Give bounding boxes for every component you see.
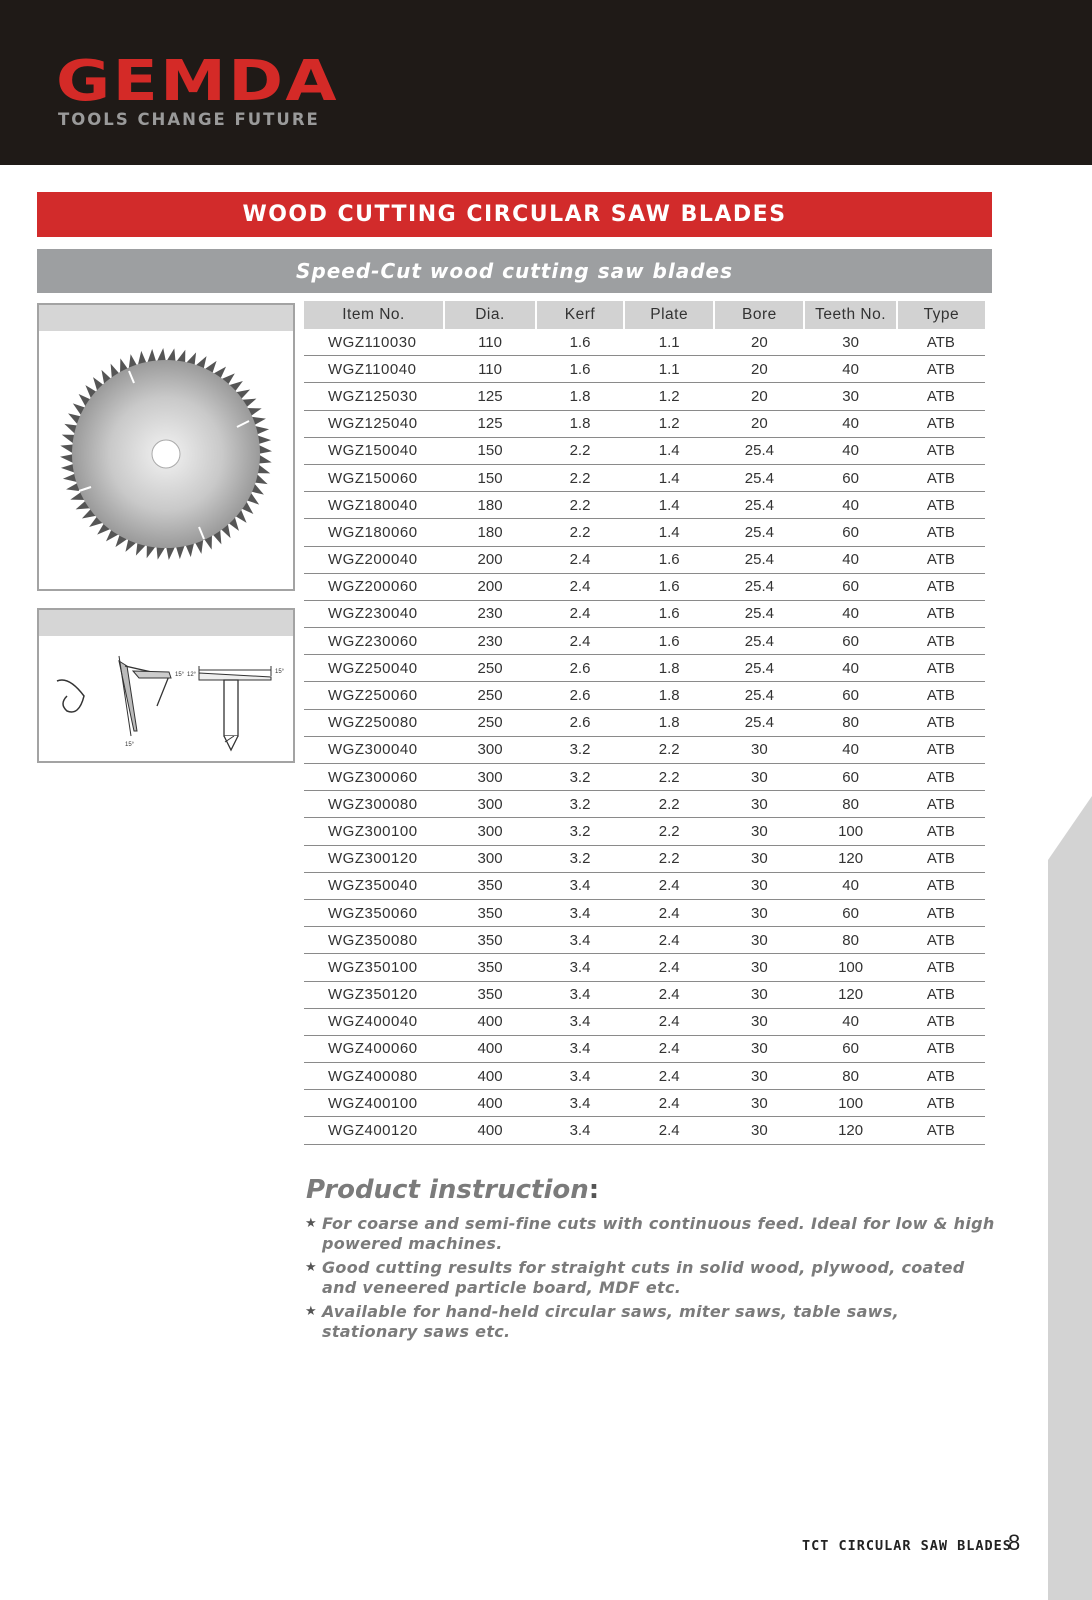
table-row bbox=[304, 1035, 985, 1062]
table-cell: 120 bbox=[804, 845, 896, 872]
table-cell: 300 bbox=[444, 764, 536, 791]
table-cell: 2.2 bbox=[624, 736, 714, 763]
table-cell: ATB bbox=[897, 818, 985, 845]
table-cell: 30 bbox=[714, 954, 804, 981]
table-row bbox=[304, 383, 985, 410]
table-cell: 60 bbox=[804, 899, 896, 926]
table-cell: 1.6 bbox=[624, 628, 714, 655]
table-cell: 3.4 bbox=[536, 927, 624, 954]
table-cell: 2.4 bbox=[624, 927, 714, 954]
table-cell: 30 bbox=[804, 383, 896, 410]
table-cell: 25.4 bbox=[714, 464, 804, 491]
column-header: Bore bbox=[714, 301, 804, 329]
table-cell: 400 bbox=[444, 1008, 536, 1035]
table-cell: 3.2 bbox=[536, 764, 624, 791]
table-cell: WGZ400120 bbox=[304, 1117, 444, 1144]
table-cell: 30 bbox=[714, 872, 804, 899]
table-cell: 1.6 bbox=[624, 573, 714, 600]
table-cell: 110 bbox=[444, 356, 536, 383]
table-cell: 40 bbox=[804, 655, 896, 682]
table-cell: 25.4 bbox=[714, 628, 804, 655]
table-cell: 30 bbox=[714, 845, 804, 872]
table-cell: 1.1 bbox=[624, 329, 714, 356]
table-cell: 2.4 bbox=[624, 1117, 714, 1144]
table-cell: WGZ180060 bbox=[304, 519, 444, 546]
table-row bbox=[304, 899, 985, 926]
table-cell: ATB bbox=[897, 655, 985, 682]
table-cell: 350 bbox=[444, 954, 536, 981]
table-cell: WGZ125040 bbox=[304, 410, 444, 437]
table-cell: 300 bbox=[444, 818, 536, 845]
table-cell: 350 bbox=[444, 927, 536, 954]
instruction-title bbox=[306, 1175, 599, 1205]
table-cell: 180 bbox=[444, 492, 536, 519]
table-cell: WGZ125030 bbox=[304, 383, 444, 410]
table-cell: WGZ230040 bbox=[304, 600, 444, 627]
table-cell: 2.2 bbox=[624, 818, 714, 845]
table-cell: 25.4 bbox=[714, 437, 804, 464]
table-cell: 3.4 bbox=[536, 1008, 624, 1035]
table-cell: WGZ400040 bbox=[304, 1008, 444, 1035]
table-cell: 25.4 bbox=[714, 573, 804, 600]
table-body bbox=[304, 329, 985, 1144]
table-cell: 40 bbox=[804, 1008, 896, 1035]
table-cell: 100 bbox=[804, 818, 896, 845]
table-cell: 250 bbox=[444, 709, 536, 736]
table-cell: 2.6 bbox=[536, 682, 624, 709]
table-cell: 1.2 bbox=[624, 410, 714, 437]
footer-label: TCT CIRCULAR SAW BLADES bbox=[802, 1538, 1012, 1554]
table-cell: 40 bbox=[804, 410, 896, 437]
table-cell: 1.2 bbox=[624, 383, 714, 410]
table-cell: ATB bbox=[897, 872, 985, 899]
table-cell: 1.6 bbox=[536, 356, 624, 383]
table-cell: 100 bbox=[804, 1090, 896, 1117]
star-icon: ★ bbox=[305, 1260, 317, 1275]
table-cell: WGZ230060 bbox=[304, 628, 444, 655]
angle-label: 15° bbox=[275, 669, 285, 675]
table-cell: 40 bbox=[804, 600, 896, 627]
table-cell: 25.4 bbox=[714, 600, 804, 627]
table-row bbox=[304, 1063, 985, 1090]
table-cell: 1.8 bbox=[624, 655, 714, 682]
table-row bbox=[304, 655, 985, 682]
table-cell: 230 bbox=[444, 628, 536, 655]
table-cell: 30 bbox=[714, 818, 804, 845]
table-row bbox=[304, 464, 985, 491]
table-cell: 2.2 bbox=[624, 845, 714, 872]
table-cell: WGZ250080 bbox=[304, 709, 444, 736]
angle-label: 12° bbox=[187, 672, 197, 678]
table-cell: 60 bbox=[804, 464, 896, 491]
table-row bbox=[304, 628, 985, 655]
table-cell: 1.8 bbox=[624, 709, 714, 736]
table-cell: ATB bbox=[897, 519, 985, 546]
table-cell: 80 bbox=[804, 791, 896, 818]
table-cell: 40 bbox=[804, 492, 896, 519]
table-cell: 3.4 bbox=[536, 1090, 624, 1117]
table-row bbox=[304, 410, 985, 437]
table-cell: ATB bbox=[897, 546, 985, 573]
table-cell: 3.2 bbox=[536, 791, 624, 818]
table-cell: 60 bbox=[804, 682, 896, 709]
table-cell: 60 bbox=[804, 764, 896, 791]
table-cell: 1.8 bbox=[536, 383, 624, 410]
instruction-text: For coarse and semi-fine cuts with continuous feed. Ideal for low & high powered machines. bbox=[322, 1214, 995, 1253]
column-header: Kerf bbox=[536, 301, 624, 329]
table-row bbox=[304, 492, 985, 519]
table-row bbox=[304, 1008, 985, 1035]
table-cell: ATB bbox=[897, 709, 985, 736]
table-cell: 30 bbox=[714, 981, 804, 1008]
table-cell: 400 bbox=[444, 1117, 536, 1144]
brand-tagline: TOOLS CHANGE FUTURE bbox=[58, 110, 320, 129]
page-number: 8 bbox=[1008, 1530, 1021, 1555]
brand-logo: GEMDA bbox=[56, 49, 339, 114]
table-cell: ATB bbox=[897, 954, 985, 981]
table-cell: 20 bbox=[714, 356, 804, 383]
table-cell: 350 bbox=[444, 872, 536, 899]
table-row bbox=[304, 519, 985, 546]
table-cell: ATB bbox=[897, 464, 985, 491]
table-cell: 1.8 bbox=[624, 682, 714, 709]
table-cell: 40 bbox=[804, 437, 896, 464]
table-cell: 400 bbox=[444, 1063, 536, 1090]
table-row bbox=[304, 981, 985, 1008]
table-cell: 2.2 bbox=[536, 464, 624, 491]
image-box-caption-bar bbox=[39, 610, 293, 636]
instruction-item bbox=[305, 1214, 995, 1254]
table-cell: 40 bbox=[804, 356, 896, 383]
table-cell: ATB bbox=[897, 437, 985, 464]
angle-label: 15° bbox=[125, 742, 135, 748]
instruction-text: Available for hand-held circular saws, miter saws, table saws, stationary saws etc. bbox=[322, 1302, 899, 1341]
table-cell: 25.4 bbox=[714, 709, 804, 736]
table-cell: WGZ250040 bbox=[304, 655, 444, 682]
saw-blade-icon bbox=[39, 331, 293, 589]
side-decoration bbox=[1048, 796, 1092, 860]
table-cell: 180 bbox=[444, 519, 536, 546]
table-cell: 110 bbox=[444, 329, 536, 356]
table-cell: WGZ200040 bbox=[304, 546, 444, 573]
table-cell: 2.4 bbox=[624, 872, 714, 899]
table-cell: 2.4 bbox=[624, 1008, 714, 1035]
table-cell: 40 bbox=[804, 736, 896, 763]
page-header bbox=[0, 0, 1092, 165]
table-cell: ATB bbox=[897, 927, 985, 954]
table-cell: 60 bbox=[804, 1035, 896, 1062]
table-cell: WGZ350080 bbox=[304, 927, 444, 954]
table-cell: 2.2 bbox=[536, 492, 624, 519]
tooth-diagram-box bbox=[37, 608, 295, 763]
table-cell: 40 bbox=[804, 546, 896, 573]
instruction-title-colon: : bbox=[588, 1175, 600, 1205]
table-cell: 150 bbox=[444, 464, 536, 491]
table-row bbox=[304, 437, 985, 464]
table-cell: 1.6 bbox=[624, 600, 714, 627]
table-cell: 120 bbox=[804, 981, 896, 1008]
table-cell: 2.2 bbox=[536, 519, 624, 546]
table-cell: 2.4 bbox=[536, 628, 624, 655]
table-cell: ATB bbox=[897, 329, 985, 356]
table-cell: 3.2 bbox=[536, 818, 624, 845]
table-cell: WGZ300080 bbox=[304, 791, 444, 818]
table-row bbox=[304, 1090, 985, 1117]
star-icon: ★ bbox=[305, 1304, 317, 1319]
table-cell: WGZ250060 bbox=[304, 682, 444, 709]
column-header: Plate bbox=[624, 301, 714, 329]
table-cell: 25.4 bbox=[714, 682, 804, 709]
table-cell: 200 bbox=[444, 573, 536, 600]
table-cell: 1.4 bbox=[624, 464, 714, 491]
table-row bbox=[304, 573, 985, 600]
table-cell: 30 bbox=[804, 329, 896, 356]
table-cell: 3.4 bbox=[536, 1035, 624, 1062]
table-cell: 200 bbox=[444, 546, 536, 573]
table-cell: 1.4 bbox=[624, 492, 714, 519]
instruction-item bbox=[305, 1302, 995, 1342]
table-cell: 250 bbox=[444, 682, 536, 709]
column-header: Teeth No. bbox=[804, 301, 896, 329]
table-cell: 350 bbox=[444, 899, 536, 926]
table-cell: 1.4 bbox=[624, 437, 714, 464]
section-subtitle: Speed-Cut wood cutting saw blades bbox=[37, 249, 992, 293]
table-cell: 2.4 bbox=[624, 899, 714, 926]
instruction-title-text: Product instruction bbox=[306, 1175, 589, 1205]
table-row bbox=[304, 709, 985, 736]
column-header: Type bbox=[897, 301, 985, 329]
table-cell: 3.2 bbox=[536, 736, 624, 763]
side-decoration-bar bbox=[1048, 860, 1092, 1600]
table-cell: 1.4 bbox=[624, 519, 714, 546]
table-cell: ATB bbox=[897, 1008, 985, 1035]
table-cell: 3.4 bbox=[536, 899, 624, 926]
table-cell: 125 bbox=[444, 383, 536, 410]
table-cell: WGZ300120 bbox=[304, 845, 444, 872]
table-cell: ATB bbox=[897, 600, 985, 627]
angle-label: 15° bbox=[175, 672, 185, 678]
table-cell: ATB bbox=[897, 383, 985, 410]
table-cell: ATB bbox=[897, 764, 985, 791]
table-cell: 2.2 bbox=[536, 437, 624, 464]
table-cell: 300 bbox=[444, 791, 536, 818]
table-row bbox=[304, 954, 985, 981]
table-cell: ATB bbox=[897, 1090, 985, 1117]
table-cell: ATB bbox=[897, 899, 985, 926]
table-row bbox=[304, 791, 985, 818]
table-cell: 30 bbox=[714, 1117, 804, 1144]
table-cell: WGZ350120 bbox=[304, 981, 444, 1008]
table-cell: 2.4 bbox=[624, 1063, 714, 1090]
table-cell: ATB bbox=[897, 410, 985, 437]
table-cell: WGZ350100 bbox=[304, 954, 444, 981]
instruction-list bbox=[305, 1214, 995, 1346]
table-cell: 230 bbox=[444, 600, 536, 627]
column-header: Dia. bbox=[444, 301, 536, 329]
table-cell: WGZ110040 bbox=[304, 356, 444, 383]
table-cell: 1.6 bbox=[536, 329, 624, 356]
saw-blade-image-box bbox=[37, 303, 295, 591]
section-title: WOOD CUTTING CIRCULAR SAW BLADES bbox=[37, 192, 992, 237]
table-cell: 300 bbox=[444, 845, 536, 872]
table-cell: WGZ150060 bbox=[304, 464, 444, 491]
table-cell: 2.4 bbox=[624, 954, 714, 981]
table-cell: 1.1 bbox=[624, 356, 714, 383]
table-row bbox=[304, 1117, 985, 1144]
table-cell: 2.4 bbox=[536, 573, 624, 600]
table-cell: 30 bbox=[714, 927, 804, 954]
instruction-text: Good cutting results for straight cuts in solid wood, plywood, coated and veneered particle board, MDF etc. bbox=[322, 1258, 965, 1297]
table-cell: 120 bbox=[804, 1117, 896, 1144]
table-cell: 3.4 bbox=[536, 872, 624, 899]
table-cell: 30 bbox=[714, 1090, 804, 1117]
table-row bbox=[304, 600, 985, 627]
table-cell: ATB bbox=[897, 736, 985, 763]
table-cell: ATB bbox=[897, 1117, 985, 1144]
table-cell: 2.2 bbox=[624, 764, 714, 791]
table-cell: 300 bbox=[444, 736, 536, 763]
table-row bbox=[304, 764, 985, 791]
table-cell: 80 bbox=[804, 709, 896, 736]
table-row bbox=[304, 682, 985, 709]
table-cell: 1.8 bbox=[536, 410, 624, 437]
table-cell: ATB bbox=[897, 682, 985, 709]
table-cell: ATB bbox=[897, 1063, 985, 1090]
table-cell: 3.4 bbox=[536, 954, 624, 981]
table-row bbox=[304, 356, 985, 383]
table-row bbox=[304, 927, 985, 954]
table-cell: 20 bbox=[714, 410, 804, 437]
table-cell: WGZ400060 bbox=[304, 1035, 444, 1062]
tooth-geometry-diagram bbox=[39, 636, 293, 761]
table-cell: 80 bbox=[804, 1063, 896, 1090]
table-row bbox=[304, 818, 985, 845]
instruction-item bbox=[305, 1258, 995, 1298]
table-cell: 2.4 bbox=[536, 600, 624, 627]
table-cell: 2.6 bbox=[536, 709, 624, 736]
table-cell: WGZ200060 bbox=[304, 573, 444, 600]
table-cell: 25.4 bbox=[714, 519, 804, 546]
table-row bbox=[304, 736, 985, 763]
table-cell: ATB bbox=[897, 492, 985, 519]
table-cell: 400 bbox=[444, 1090, 536, 1117]
table-cell: ATB bbox=[897, 628, 985, 655]
table-cell: 2.6 bbox=[536, 655, 624, 682]
table-cell: ATB bbox=[897, 791, 985, 818]
table-cell: 60 bbox=[804, 628, 896, 655]
table-cell: 20 bbox=[714, 329, 804, 356]
table-cell: 2.4 bbox=[624, 981, 714, 1008]
table-cell: 3.4 bbox=[536, 1117, 624, 1144]
table-cell: 2.4 bbox=[624, 1090, 714, 1117]
table-cell: WGZ300040 bbox=[304, 736, 444, 763]
table-cell: 2.4 bbox=[536, 546, 624, 573]
blade-bore bbox=[152, 440, 180, 468]
table-cell: 2.4 bbox=[624, 1035, 714, 1062]
table-cell: ATB bbox=[897, 845, 985, 872]
table-cell: 30 bbox=[714, 736, 804, 763]
spec-table bbox=[304, 301, 985, 1145]
table-cell: 40 bbox=[804, 872, 896, 899]
table-cell: ATB bbox=[897, 1035, 985, 1062]
table-cell: 30 bbox=[714, 1035, 804, 1062]
table-cell: 350 bbox=[444, 981, 536, 1008]
table-cell: 250 bbox=[444, 655, 536, 682]
table-cell: 3.4 bbox=[536, 1063, 624, 1090]
table-cell: 150 bbox=[444, 437, 536, 464]
table-cell: 3.2 bbox=[536, 845, 624, 872]
table-cell: 20 bbox=[714, 383, 804, 410]
table-cell: WGZ400080 bbox=[304, 1063, 444, 1090]
table-cell: ATB bbox=[897, 981, 985, 1008]
table-cell: 60 bbox=[804, 573, 896, 600]
table-cell: ATB bbox=[897, 356, 985, 383]
table-cell: 30 bbox=[714, 1008, 804, 1035]
table-cell: 25.4 bbox=[714, 655, 804, 682]
table-cell: 30 bbox=[714, 791, 804, 818]
table-cell: 30 bbox=[714, 899, 804, 926]
table-cell: WGZ350060 bbox=[304, 899, 444, 926]
table-row bbox=[304, 329, 985, 356]
image-box-caption-bar bbox=[39, 305, 293, 331]
table-cell: 80 bbox=[804, 927, 896, 954]
table-cell: WGZ180040 bbox=[304, 492, 444, 519]
table-cell: 3.4 bbox=[536, 981, 624, 1008]
table-cell: 30 bbox=[714, 1063, 804, 1090]
table-cell: 2.2 bbox=[624, 791, 714, 818]
table-row bbox=[304, 546, 985, 573]
star-icon: ★ bbox=[305, 1216, 317, 1231]
table-header-row bbox=[304, 301, 985, 329]
table-cell: WGZ300060 bbox=[304, 764, 444, 791]
table-cell: WGZ150040 bbox=[304, 437, 444, 464]
table-row bbox=[304, 845, 985, 872]
table-cell: 125 bbox=[444, 410, 536, 437]
table-cell: WGZ300100 bbox=[304, 818, 444, 845]
table-cell: ATB bbox=[897, 573, 985, 600]
table-cell: 1.6 bbox=[624, 546, 714, 573]
column-header: Item No. bbox=[304, 301, 444, 329]
table-cell: 400 bbox=[444, 1035, 536, 1062]
table-cell: WGZ350040 bbox=[304, 872, 444, 899]
table-cell: 30 bbox=[714, 764, 804, 791]
table-cell: 25.4 bbox=[714, 546, 804, 573]
table-cell: 25.4 bbox=[714, 492, 804, 519]
table-cell: 60 bbox=[804, 519, 896, 546]
table-row bbox=[304, 872, 985, 899]
table-cell: 100 bbox=[804, 954, 896, 981]
table-cell: WGZ110030 bbox=[304, 329, 444, 356]
table-cell: WGZ400100 bbox=[304, 1090, 444, 1117]
